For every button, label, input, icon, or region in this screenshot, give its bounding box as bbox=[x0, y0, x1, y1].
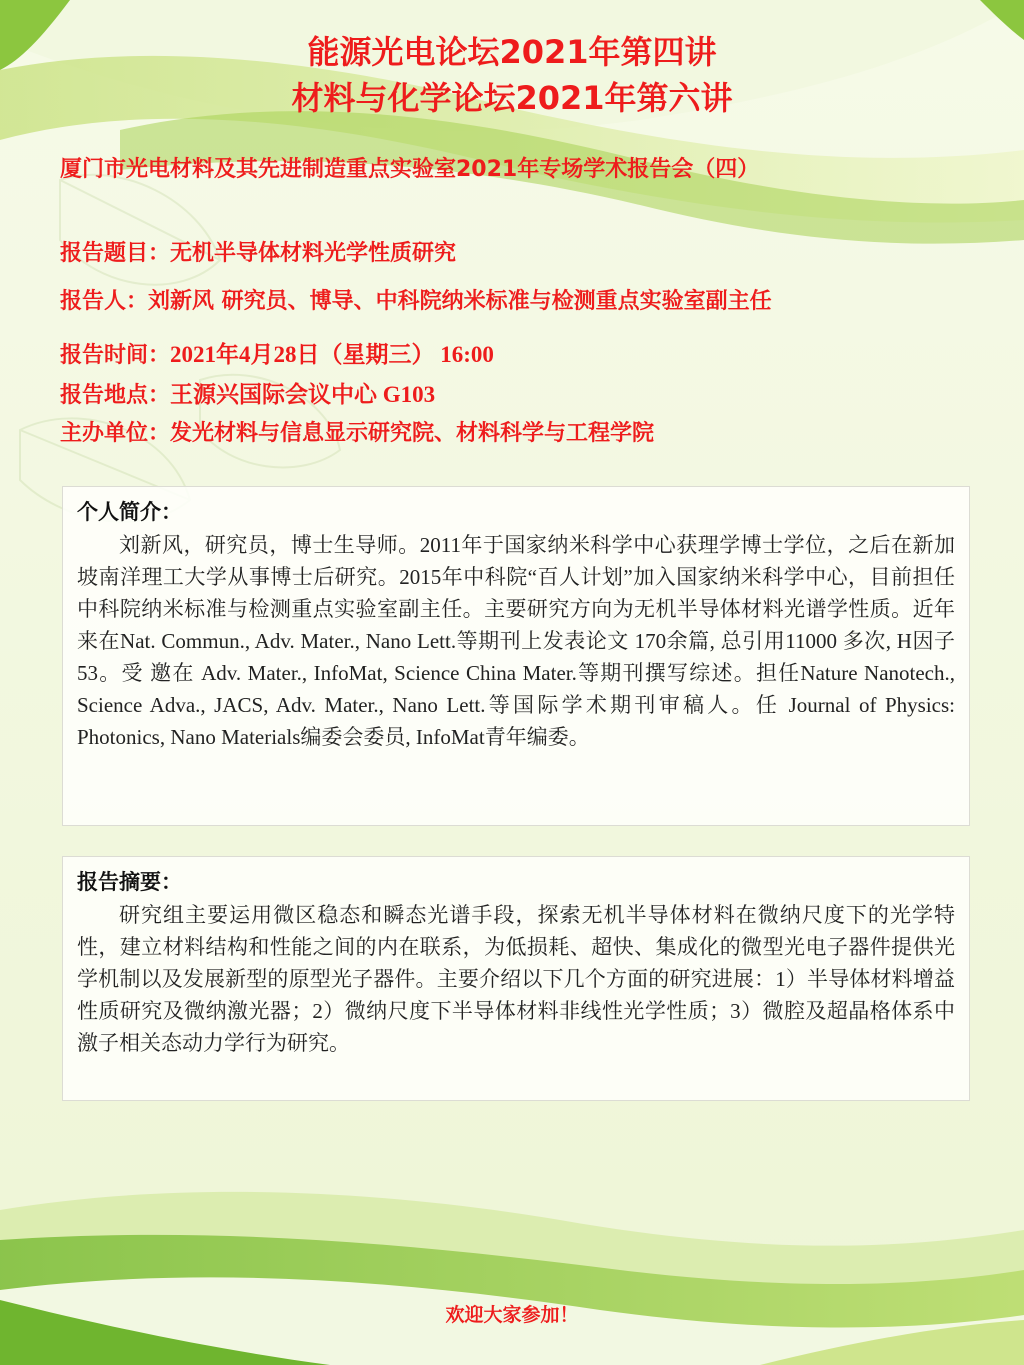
welcome-message: 欢迎大家参加！ bbox=[445, 1304, 579, 1326]
bio-text: 刘新风，研究员，博士生导师。2011年于国家纳米科学中心获理学博士学位，之后在新加坡南洋理工大学从事博士后研究。2015年中科院“百人计划”加入国家纳米科学中心，目前担任中科院纳米标准与检测重点实验室副主任。主要研究方向为无机半导体材料光谱学性质。近年来在Nat. Commun., Adv. Mater., Nano Lett.等期刊上发表论文 170余篇, 总引用11000 多次, H因子53。受 邀在 Adv. Mater., InfoMat, Science China Mater.等期刊撰写综述。担任Nature Nanotech., Science Adva., JACS, Adv. Mater., Nano Lett.等国际学术期刊审稿人。任 Journal of Physics: Photonics, Nano Materials编委会委员, InfoMat青年编委。 bbox=[77, 533, 955, 749]
bio-heading: 个人简介： bbox=[77, 500, 182, 524]
host-label: 主办单位： bbox=[60, 421, 171, 446]
venue-row bbox=[60, 376, 1010, 409]
time-value: 2021年4月28日（星期三） 16:00 bbox=[170, 342, 494, 367]
bio-box bbox=[62, 486, 970, 826]
speaker-label: 报告人： bbox=[60, 289, 149, 314]
title-line-1: 能源光电论坛2021年第四讲 bbox=[307, 33, 717, 71]
title-line-2: 材料与化学论坛2021年第六讲 bbox=[291, 79, 733, 117]
abstract-box bbox=[62, 856, 970, 1101]
subtitle: 厦门市光电材料及其先进制造重点实验室2021年专场学术报告会（四） bbox=[60, 157, 760, 182]
topic-row bbox=[60, 236, 1010, 267]
venue-value: 王源兴国际会议中心 G103 bbox=[170, 382, 436, 407]
host-value: 发光材料与信息显示研究院、材料科学与工程学院 bbox=[170, 421, 655, 446]
host-row bbox=[60, 416, 1010, 447]
abstract-heading: 报告摘要： bbox=[77, 870, 182, 894]
speaker-row bbox=[60, 284, 1010, 315]
topic-value: 无机半导体材料光学性质研究 bbox=[170, 241, 457, 266]
abstract-text: 研究组主要运用微区稳态和瞬态光谱手段，探索无机半导体材料在微纳尺度下的光学特性，建立材料结构和性能之间的内在联系，为低损耗、超快、集成化的微型光电子器件提供光学机制以及发展新型的原型光子器件。主要介绍以下几个方面的研究进展：1）半导体材料增益性质研究及微纳激光器；2）微纳尺度下半导体材料非线性光学性质；3）微腔及超晶格体系中激子相关态动力学行为研究。 bbox=[77, 903, 955, 1055]
venue-label: 报告地点： bbox=[60, 383, 171, 408]
time-row bbox=[60, 336, 1010, 369]
topic-label: 报告题目： bbox=[60, 241, 171, 266]
speaker-value: 刘新风 研究员、博导、中科院纳米标准与检测重点实验室副主任 bbox=[148, 289, 772, 314]
time-label: 报告时间： bbox=[60, 343, 171, 368]
